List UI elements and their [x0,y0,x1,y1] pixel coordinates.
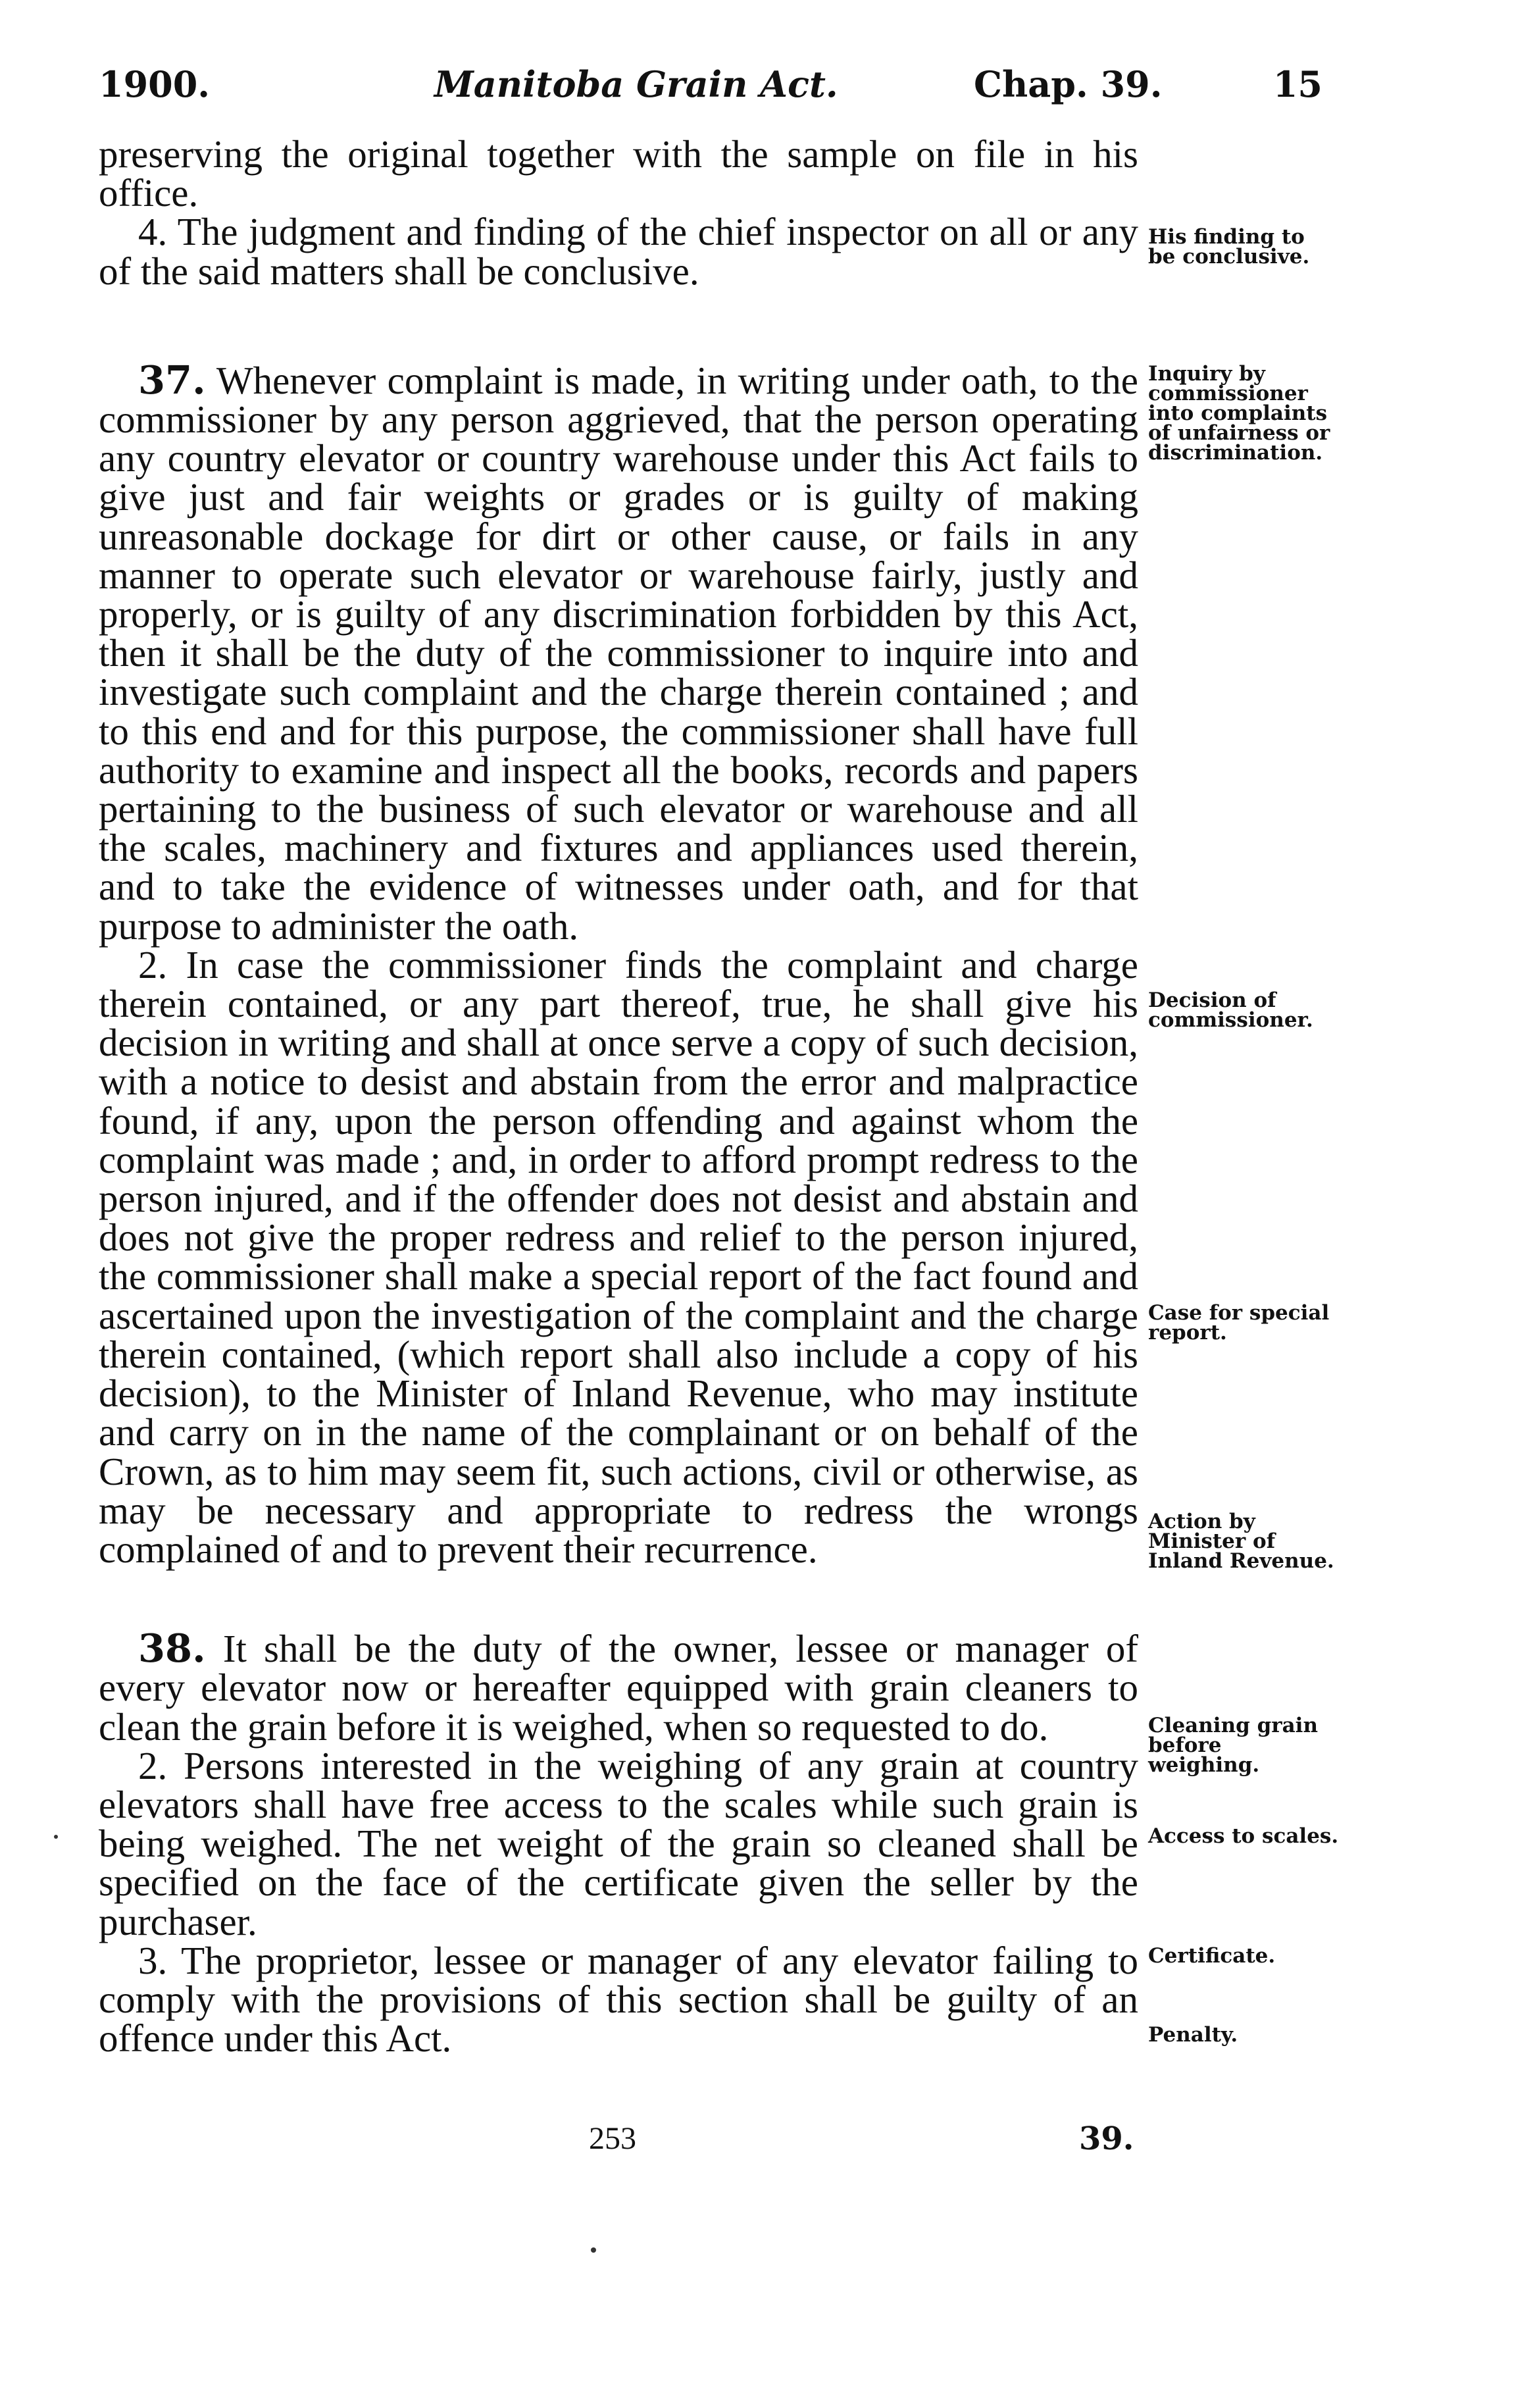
print-speck [591,2247,596,2253]
marginal-note-cleaning: Cleaning grain before weighing. [1148,1714,1318,1777]
section-38-subsection-3: 3. The proprietor, lessee or manager of any elevator failing to comply with the provisions of this section shall be guilty of an offence under this Act. [99,1938,1138,2061]
marginal-note-inquiry: Inquiry by commissioner into complaints of unfairness or discrimination. [1148,362,1330,465]
print-speck [54,1835,58,1839]
header-page-number: 15 [1272,63,1322,105]
footer-folio: 253 [589,2121,636,2156]
marginal-note-special-report: Case for special report. [1148,1301,1330,1345]
marginal-note-decision: Decision of commissioner. [1148,988,1313,1032]
running-header [99,58,1322,111]
section-37 [99,357,1138,948]
marginal-note-finding: His finding to be conclusive. [1148,225,1310,269]
section-37-text: Whenever complaint is made, in writing under oath, to the commissioner by any person aggrieved, that the person operating any country elevator or country warehouse under this Act fails to give just and fair weights or grades or is guilty of making unreasonable dockage for dirt or other cause, or fails in any manner to operate such elevator or warehouse fairly, justly and properly, or is guilty of any discrimination forbidden by this Act, then it shall be the duty of the commissioner to inquire into and investigate such complaint and the charge therein contained ; and to this end and for this purpose, the commissioner shall have full authority to examine and inspect all the books, records and papers pertaining to the business of such elevator or warehouse and all the scales, machinery and fixtures and appliances used therein, and to take the evidence of witnesses under oath, and for that purpose to administer the oath. [99,358,1138,948]
header-year: 1900. [99,63,211,105]
subsection-4: 4. The judgment and finding of the chief inspector on all or any of the said matters shall be conclusive. [99,210,1138,293]
section-38-number: 38. [138,1626,206,1672]
page-footer [0,2116,1535,2162]
footer-signature-mark: 39. [1079,2120,1134,2157]
marginal-note-certificate: Certificate. [1148,1944,1276,1968]
section-38 [99,1626,1138,1749]
body-text [99,132,1138,2061]
section-37-subsection-2: 2. In case the commissioner finds the complaint and charge therein contained, or any part thereof, true, he shall give his decision in writing and shall at once serve a copy of such decision, with a notice to desist and abstain from the error and malpractice found, if any, upon the person offending and against whom the complaint was made ; and, in order to afford prompt redress to the person injured, and if the offender does not desist and abstain and does not give the proper redress and relief to the person injured, the commissioner shall make a special report of the fact found and ascertained upon the investigation of the complaint and the charge therein contained, (which report shall also include a copy of his decision), to the Minister of Inland Revenue, who may institute and carry on in the name of the complainant or on behalf of the Crown, as to him may seem fit, such actions, civil or otherwise, as may be necessary and appropriate to redress the wrongs complained of and to prevent their recurrence. [99,942,1138,1571]
header-chapter: Chap. 39. [974,63,1163,105]
marginal-note-access: Access to scales. [1148,1824,1339,1848]
section-38-subsection-2: 2. Persons interested in the weighing of any grain at country elevators shall have free access to the scales while such grain is being weighed. The net weight of the grain so cleaned shall be specified on the face of the certificate given the seller by the purchaser. [99,1743,1138,1943]
paragraph-continuation: preserving the original together with the sample on file in his office. [99,132,1138,215]
section-38-text: It shall be the duty of the owner, lessee or manager of every elevator now or hereafter equipped with grain cleaners to clean the grain before it is weighed, when so requested to do. [99,1627,1138,1749]
marginal-note-action: Action by Minister of Inland Revenue. [1148,1510,1334,1573]
marginal-note-penalty: Penalty. [1148,2023,1238,2047]
header-title: Manitoba Grain Act. [434,63,838,105]
section-37-number: 37. [138,357,206,403]
